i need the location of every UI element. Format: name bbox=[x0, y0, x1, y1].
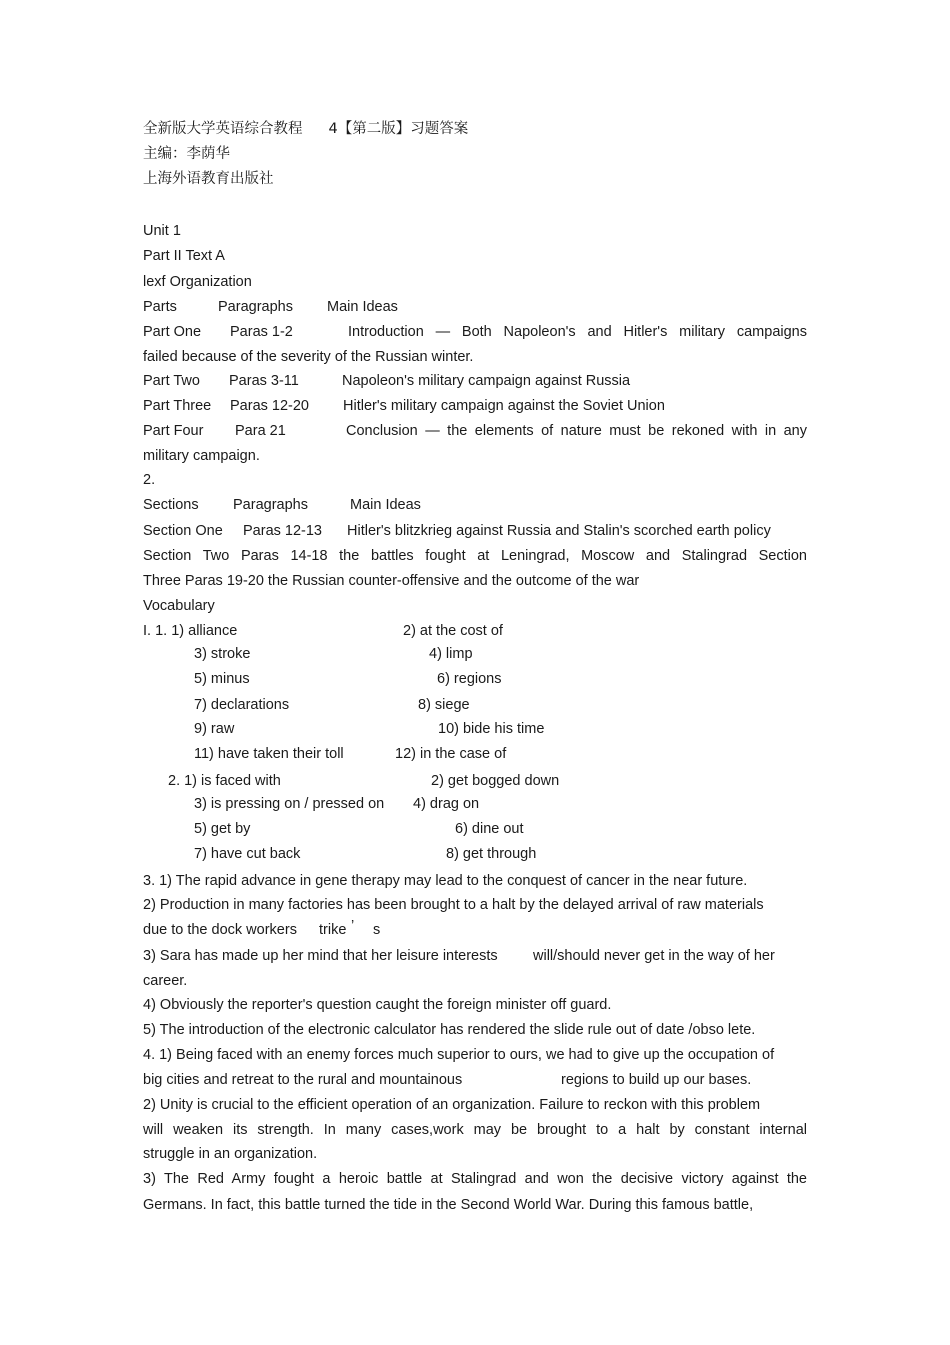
ex4-sentence3-line2: Germans. In fact, this battle turned the tide in the Second World War. During this famous battle, bbox=[143, 1197, 754, 1213]
vocab1-item3: 3) stroke bbox=[194, 646, 251, 662]
vocab1-item12: 12) in the case of bbox=[395, 746, 507, 762]
table2-row2-line2: Three Paras 19-20 the Russian counter-offensive and the outcome of the war bbox=[143, 573, 640, 589]
table1-row1-idea-cont: failed because of the severity of the Russian winter. bbox=[143, 349, 474, 365]
table2-row1-section: Section One bbox=[143, 523, 223, 539]
ex3-sentence2-line1: 2) Production in many factories has been brought to a halt by the delayed arrival of raw materials bbox=[143, 897, 764, 913]
ex4-sentence2-line2: will weaken its strength. In many cases,work may be brought to a halt by constant internal bbox=[143, 1122, 807, 1138]
table1-row3-paras: Paras 12-20 bbox=[230, 398, 309, 414]
ex3-sentence3-line2: career. bbox=[143, 973, 188, 989]
table1-header-main-ideas: Main Ideas bbox=[327, 299, 398, 315]
table2-header-paragraphs: Paragraphs bbox=[233, 497, 308, 513]
ex4-sentence2-line1: 2) Unity is crucial to the efficient operation of an organization. Failure to reckon with this problem bbox=[143, 1097, 761, 1113]
table1-row2-paras: Paras 3-11 bbox=[229, 373, 299, 389]
vocab1-item6: 6) regions bbox=[437, 671, 502, 687]
ex3-sentence2-apostrophe: ’ bbox=[351, 918, 355, 934]
vocab1-item4: 4) limp bbox=[429, 646, 473, 662]
table2-row1-paras: Paras 12-13 bbox=[243, 523, 322, 539]
ex3-sentence2-line2d: s bbox=[373, 922, 381, 938]
table1-row3-part: Part Three bbox=[143, 398, 212, 414]
table1-row4-idea-cont: military campaign. bbox=[143, 448, 260, 464]
table1-row4-part: Part Four bbox=[143, 423, 204, 439]
part-heading: Part II Text A bbox=[143, 248, 225, 264]
ex4-sentence1-line2b: regions to build up our bases. bbox=[561, 1072, 752, 1088]
vocab1-item11: 11) have taken their toll bbox=[194, 746, 344, 762]
table1-header-paragraphs: Paragraphs bbox=[218, 299, 293, 315]
vocab2-item1: 2. 1) is faced with bbox=[168, 773, 281, 789]
vocab2-item6: 6) dine out bbox=[455, 821, 524, 837]
ex4-sentence2-line3: struggle in an organization. bbox=[143, 1146, 318, 1162]
editor-line: 主编：李荫华 bbox=[143, 146, 230, 162]
vocab2-item5: 5) get by bbox=[194, 821, 251, 837]
ex4-sentence1-line2a: big cities and retreat to the rural and mountainous bbox=[143, 1072, 463, 1088]
vocab2-item8: 8) get through bbox=[446, 846, 537, 862]
table1-row4-paras: Para 21 bbox=[235, 423, 286, 439]
ex3-sentence1: 3. 1) The rapid advance in gene therapy may lead to the conquest of cancer in the near future. bbox=[143, 873, 748, 889]
ex4-sentence3-line1: 3) The Red Army fought a heroic battle at Stalingrad and won the decisive victory against the bbox=[143, 1171, 807, 1187]
ex3-sentence3-line1a: 3) Sara has made up her mind that her leisure interests bbox=[143, 948, 498, 964]
table1-row3-idea: Hitler's military campaign against the Soviet Union bbox=[343, 398, 665, 414]
vocab2-item7: 7) have cut back bbox=[194, 846, 301, 862]
vocab1-item2: 2) at the cost of bbox=[403, 623, 503, 639]
table1-row2-idea: Napoleon's military campaign against Russia bbox=[342, 373, 631, 389]
vocab1-item1: I. 1. 1) alliance bbox=[143, 623, 238, 639]
vocab2-item3: 3) is pressing on / pressed on bbox=[194, 796, 385, 812]
title-part2: 4【第二版】习题答案 bbox=[328, 121, 469, 137]
vocab1-item10: 10) bide his time bbox=[438, 721, 545, 737]
vocab2-item4: 4) drag on bbox=[413, 796, 480, 812]
table1-row1-paras: Paras 1-2 bbox=[230, 324, 293, 340]
vocab1-item8: 8) siege bbox=[418, 697, 470, 713]
document-title bbox=[143, 120, 468, 138]
table1-row1-part: Part One bbox=[143, 324, 202, 340]
text-organization-heading: lexf Organization bbox=[143, 274, 252, 290]
vocab2-item2: 2) get bogged down bbox=[431, 773, 560, 789]
ex3-sentence3-line1b: will/should never get in the way of her bbox=[533, 948, 775, 964]
table1-row2-part: Part Two bbox=[143, 373, 200, 389]
ex3-sentence4: 4) Obviously the reporter's question caught the foreign minister off guard. bbox=[143, 997, 612, 1013]
vocab1-item5: 5) minus bbox=[194, 671, 250, 687]
table2-row1-idea: Hitler's blitzkrieg against Russia and Stalin's scorched earth policy bbox=[347, 523, 771, 539]
vocabulary-heading: Vocabulary bbox=[143, 598, 215, 614]
vocab1-item9: 9) raw bbox=[194, 721, 235, 737]
ex3-sentence2-line2b: trike bbox=[319, 922, 347, 938]
ex4-sentence1-line1: 4. 1) Being faced with an enemy forces much superior to ours, we had to give up the occupation of bbox=[143, 1047, 775, 1063]
item-number-2: 2. bbox=[143, 472, 156, 488]
table2-header-main-ideas: Main Ideas bbox=[350, 497, 421, 513]
vocab1-item7: 7) declarations bbox=[194, 697, 290, 713]
table2-header-sections: Sections bbox=[143, 497, 199, 513]
ex3-sentence5: 5) The introduction of the electronic calculator has rendered the slide rule out of date /obso lete. bbox=[143, 1022, 756, 1038]
ex3-sentence2-line2a: due to the dock workers bbox=[143, 922, 297, 938]
publisher-line: 上海外语教育出版社 bbox=[143, 171, 274, 187]
table1-row1-idea: Introduction — Both Napoleon's and Hitler's military campaigns bbox=[348, 324, 807, 340]
unit-heading: Unit 1 bbox=[143, 223, 181, 239]
table2-row2-line1: Section Two Paras 14-18 the battles fought at Leningrad, Moscow and Stalingrad Section bbox=[143, 548, 807, 564]
title-part1: 全新版大学英语综合教程 bbox=[143, 121, 303, 137]
table1-header-parts: Parts bbox=[143, 299, 177, 315]
table1-row4-idea: Conclusion — the elements of nature must be rekoned with in any bbox=[346, 423, 807, 439]
